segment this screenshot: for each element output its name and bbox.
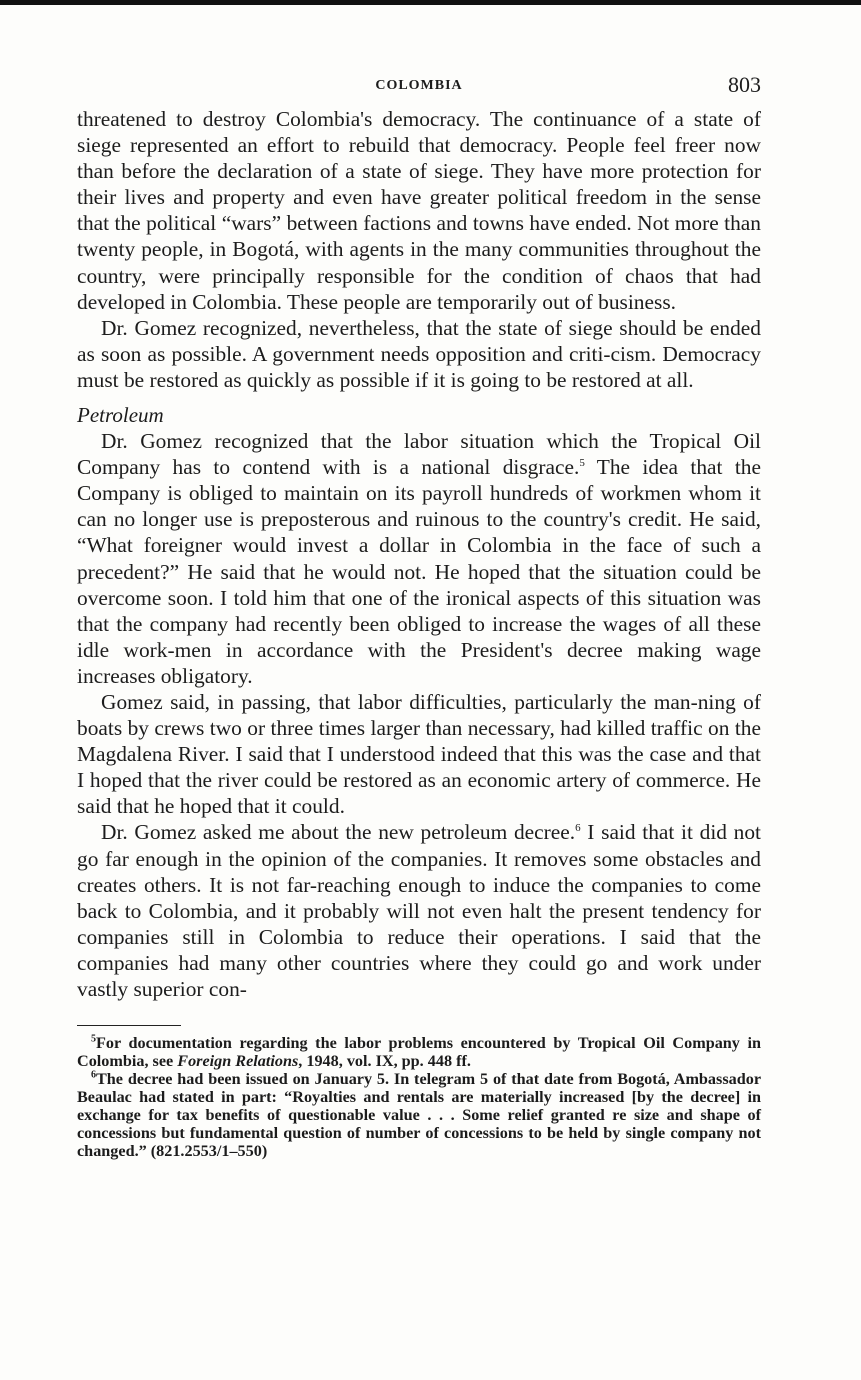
footnote-citation-title: Foreign Relations [177, 1052, 299, 1071]
paragraph [77, 689, 761, 819]
paragraph [77, 428, 761, 689]
footnote-divider [77, 1025, 181, 1026]
footnotes [77, 1034, 761, 1160]
body-text [77, 106, 761, 1002]
paragraph [77, 819, 761, 1002]
document-page [77, 66, 761, 1160]
running-head [77, 66, 761, 106]
footnote-number: 6 [91, 1069, 96, 1081]
paragraph-text: Dr. Gomez asked me about the new petroleum decree. [101, 820, 576, 845]
footnote-reference[interactable]: 5 [579, 457, 585, 469]
running-head-title: COLOMBIA [375, 78, 463, 93]
top-border-rule [0, 0, 861, 5]
paragraph-text: I said that it did not go far enough in the opinion of the companies. It removes some obstacles and creates others. It is not far-reaching enough to induce the companies to come back to Colombia, and it probably will not even halt the present tendency for companies still in Colombia to reduce their operations. I said that the companies had many other countries where they could go and work under vastly superior con- [77, 820, 761, 1001]
paragraph: Dr. Gomez recognized, nevertheless, that the state of siege should be ended as soon as possible. A government needs opposition and criti-cism. Democracy must be restored as quickly as possible if it is going to be restored at all. [77, 315, 761, 392]
footnote-text: The decree had been issued on January 5. In telegram 5 of that date from Bogotá, Ambassador Beaulac had stated in part: “Royalties and rentals are materially increased [by the decree] in exchange for tax benefits of questionable value . . . Some relief granted re size and shape of concessions but fundamental question of number of concessions to be held by single company not changed.” (821.2553/1–550) [77, 1070, 761, 1161]
page-number: 803 [728, 72, 761, 97]
footnote-number: 5 [91, 1033, 96, 1045]
paragraph: threatened to destroy Colombia's democracy. The continuance of a state of siege represented an effort to rebuild that democracy. People feel freer now than before the declaration of a state of siege. They have more protection for their lives and property and even have greater political freedom in the sense that the political “wars” between factions and towns have ended. Not more than twenty people, in Bogotá, with agents in the many communities throughout the country, were principally responsible for the condition of chaos that had developed in Colombia. These people are temporarily out of business. [77, 107, 761, 314]
paragraph-text: The idea that the Company is obliged to maintain on its payroll hundreds of workmen whom it can no longer use is preposterous and ruinous to the country's credit. He said, “What foreigner would invest a dollar in Colombia in the face of such a precedent?” He said that he would not. He hoped that the situation could be overcome soon. I told him that one of the ironical aspects of this situation was that the company had recently been obliged to increase the wages of all these idle work-men in accordance with the President's decree making wage increases obligatory. [77, 455, 761, 688]
footnote-text: , 1948, vol. IX, pp. 448 ff. [298, 1052, 471, 1071]
footnote [77, 1034, 761, 1070]
paragraph-text: Gomez said, in passing, that labor difficulties, particularly the man-ning of boats by crews two or three times larger than necessary, had killed traffic on the Magdalena River. I said that I understood indeed that this was the case and that I hoped that the river could be restored as an economic artery of commerce. He said that he hoped that it could. [77, 689, 761, 819]
paragraph-text: Dr. Gomez recognized that the labor situation which the Tropical Oil Company has to contend with is a national disgrace. [77, 429, 761, 480]
footnote-text: For documentation regarding the labor problems encountered by Tropical Oil Company in Colombia, see [77, 1034, 761, 1071]
section-heading-petroleum: Petroleum [77, 403, 164, 428]
footnote [77, 1070, 761, 1160]
footnote-reference[interactable]: 6 [575, 822, 581, 835]
